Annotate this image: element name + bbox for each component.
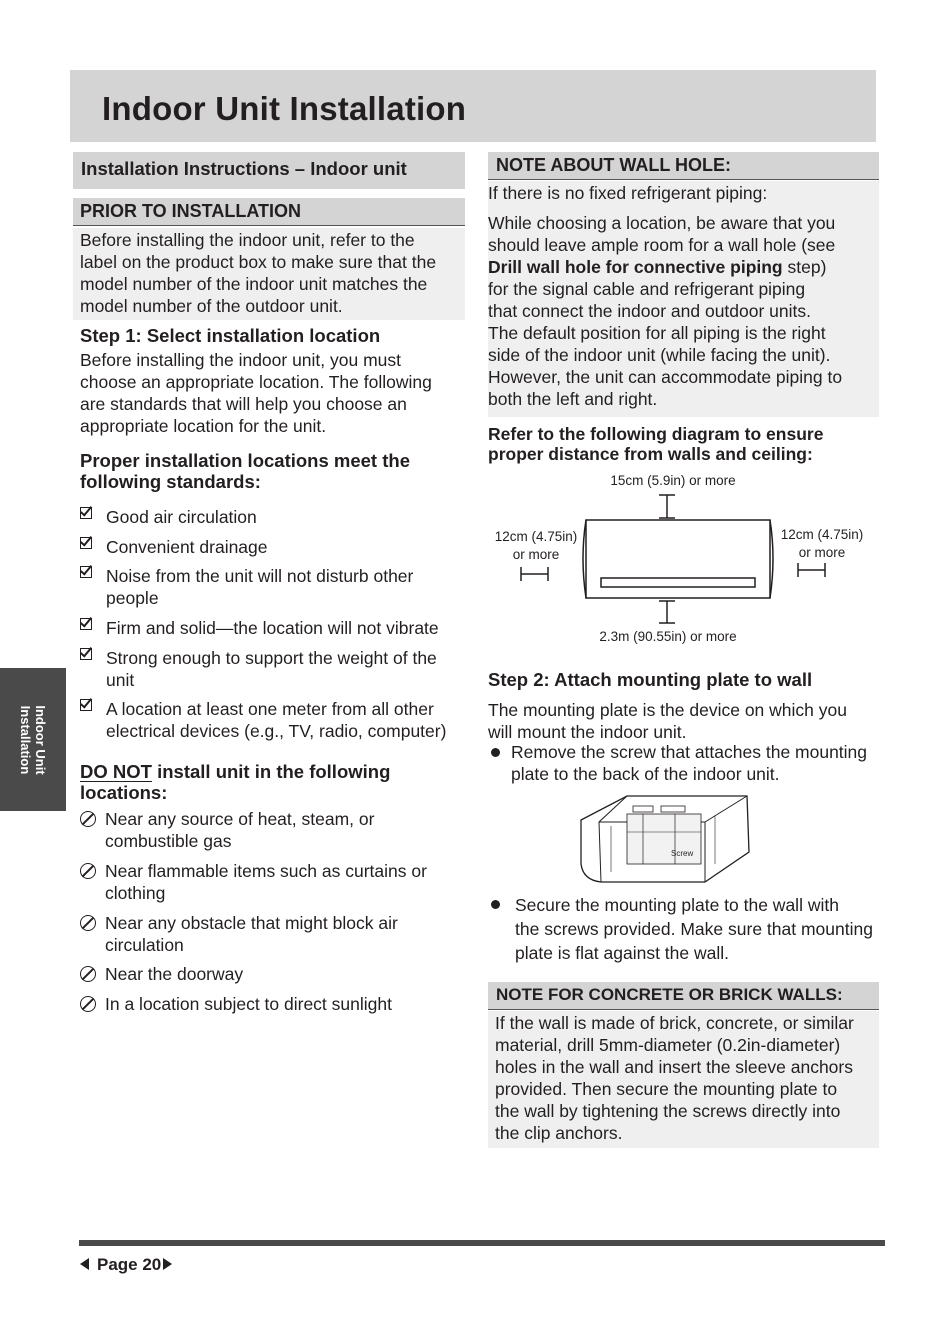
checkbox-icon: [80, 566, 92, 578]
top-clearance-label: 15cm (5.9in) or more: [610, 473, 736, 488]
prior-heading: PRIOR TO INSTALLATION: [73, 198, 465, 226]
checkbox-icon: [80, 618, 92, 630]
donot-heading: DO NOT install unit in the following locations:: [80, 761, 391, 803]
list-item: Good air circulation: [80, 506, 470, 528]
clearance-diagram: [500, 488, 840, 628]
page-number: Page 20: [80, 1255, 172, 1275]
list-item: Strong enough to support the weight of the unit: [80, 647, 470, 691]
prev-page-icon[interactable]: [80, 1258, 89, 1270]
list-item: Noise from the unit will not disturb other people: [80, 565, 470, 609]
step2-bullet-1: Remove the screw that attaches the mounting plate to the back of the indoor unit.: [511, 742, 868, 784]
list-item: A location at least one meter from all other electrical devices (e.g., TV, radio, computer): [80, 698, 470, 742]
indoor-unit-drawing: [583, 520, 773, 598]
bottom-dimension-marker: [659, 601, 675, 623]
list-item: Firm and solid—the location will not vibrate: [80, 617, 470, 639]
right-clearance-label: 12cm (4.75in) or more: [780, 527, 864, 560]
bottom-clearance-label: 2.3m (90.55in) or more: [599, 629, 737, 644]
next-page-icon[interactable]: [163, 1258, 172, 1270]
concrete-heading: NOTE FOR CONCRETE OR BRICK WALLS:: [488, 982, 879, 1010]
list-item: Near any obstacle that might block air circulation: [80, 912, 470, 956]
checkbox-icon: [80, 507, 92, 519]
list-item: Near flammable items such as curtains or clothing: [80, 860, 470, 904]
left-clearance-label: 12cm (4.75in) or more: [494, 529, 578, 562]
bullet-icon: [491, 900, 500, 909]
checkbox-icon: [80, 648, 92, 660]
proper-heading: Proper installation locations meet the following standards:: [80, 450, 410, 492]
step1-text: Before installing the indoor unit, you must choose an appropriate location. The following are standards that will help you choose an appropriate location for the unit.: [80, 350, 432, 436]
donot-emphasis: DO NOT: [80, 761, 152, 782]
list-item: Near the doorway: [80, 963, 470, 985]
checkbox-icon: [80, 537, 92, 549]
refer-heading: Refer to the following diagram to ensure proper distance from walls and ceiling:: [488, 424, 824, 464]
prior-text: Before installing the indoor unit, refer to the label on the product box to make sure that the model number of the indoor unit matches the model number of the outdoor unit.: [73, 228, 465, 320]
prohibited-icon: [80, 996, 96, 1012]
step2-text: The mounting plate is the device on which you will mount the indoor unit.: [488, 700, 847, 742]
wall-hole-text: If there is no fixed refrigerant piping: While choosing a location, be aware that you should leave ample room for a wall hole (see Drill wall hole for connective piping step) for the signal cable and refrigerant piping that connect the indoor and outdoor units. The default position for all piping is the right side of the indoor unit (while facing the unit). However, the unit can accommodate piping to both the left and right.: [488, 181, 879, 417]
list-item: In a location subject to direct sunlight: [80, 993, 470, 1015]
screw-label: Screw: [671, 849, 694, 858]
prohibited-icon: [80, 966, 96, 982]
left-dimension-marker: [521, 567, 548, 581]
list-item: Near any source of heat, steam, or combustible gas: [80, 808, 470, 852]
title-bar: [70, 70, 876, 142]
bullet-icon: [491, 748, 500, 757]
step2-bullet-2: Secure the mounting plate to the wall with the screws provided. Make sure that mounting plate is flat against the wall.: [515, 895, 873, 963]
mounting-plate-illustration: [575, 792, 755, 887]
concrete-text: If the wall is made of brick, concrete, or similar material, drill 5mm-diameter (0.2in-diameter) holes in the wall and insert the sleeve anchors provided. Then secure the mounting plate to the wall by tightening the screws directly into the clip anchors.: [488, 1011, 879, 1148]
step1-heading: Step 1: Select installation location: [80, 325, 381, 346]
prohibited-icon: [80, 811, 96, 827]
section-header: Installation Instructions – Indoor unit: [73, 152, 465, 189]
side-tab-label: Indoor Unit Installation: [18, 704, 48, 775]
right-dimension-marker: [798, 563, 825, 577]
page-title: Indoor Unit Installation: [102, 90, 467, 127]
top-dimension-marker: [659, 495, 675, 518]
side-tab: [0, 668, 66, 811]
footer-divider: [79, 1240, 885, 1246]
checkbox-icon: [80, 699, 92, 711]
prohibited-icon: [80, 863, 96, 879]
list-item: Convenient drainage: [80, 536, 470, 558]
prohibited-icon: [80, 915, 96, 931]
bold-reference: Drill wall hole for connective piping: [488, 257, 783, 277]
wall-hole-heading: NOTE ABOUT WALL HOLE:: [488, 152, 879, 180]
step2-heading: Step 2: Attach mounting plate to wall: [488, 669, 813, 690]
